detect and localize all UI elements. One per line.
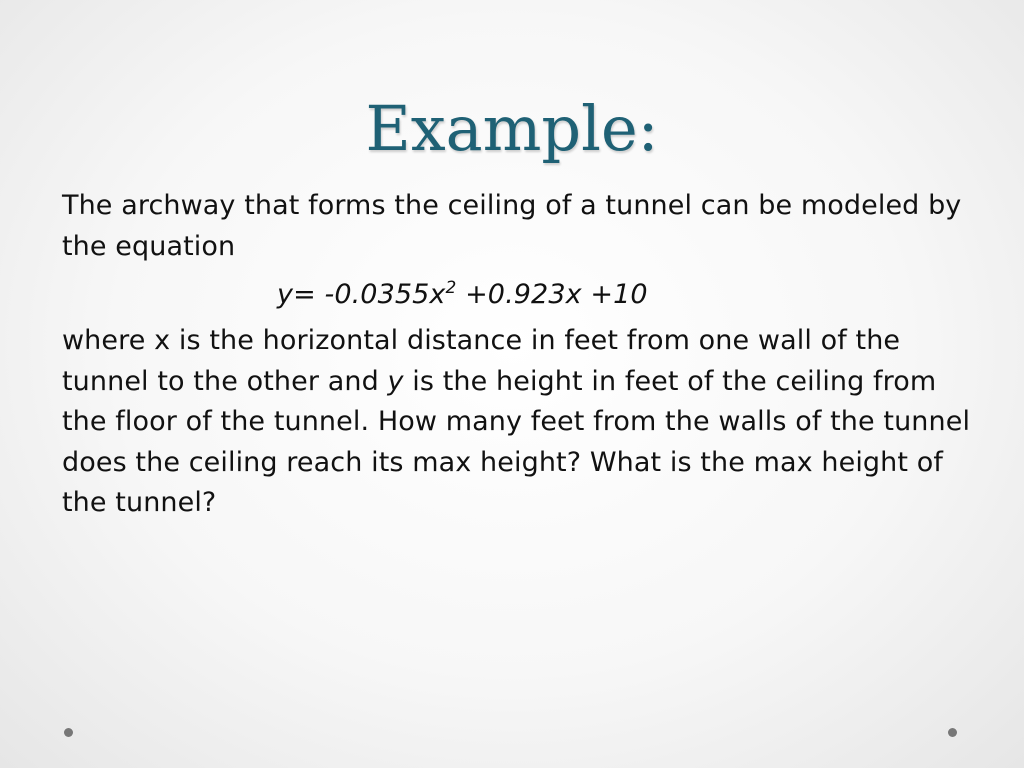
body-paragraph: [62, 321, 972, 524]
equation-rhs: +0.923x +10: [456, 279, 648, 310]
body-text-part1: where x is the horizontal distance in feet from one wall of the tunnel to the other and: [62, 325, 901, 397]
decor-dot-right: [948, 728, 957, 737]
intro-paragraph: The archway that forms the ceiling of a tunnel can be modeled by the equation: [62, 190, 962, 262]
decor-dot-left: [64, 728, 73, 737]
body-text-part2: is the height in feet of the ceiling from the floor of the tunnel. How many feet from the walls of the tunnel does the ceiling reach its max height? What is the max height of the tunnel?: [62, 365, 971, 518]
equation-exponent: 2: [445, 278, 457, 298]
equation: [62, 275, 972, 315]
slide-title: Example:: [365, 92, 659, 165]
slide-content: [62, 186, 972, 524]
equation-lhs: y= -0.0355x: [277, 279, 446, 310]
body-y-variable: y: [387, 365, 404, 397]
